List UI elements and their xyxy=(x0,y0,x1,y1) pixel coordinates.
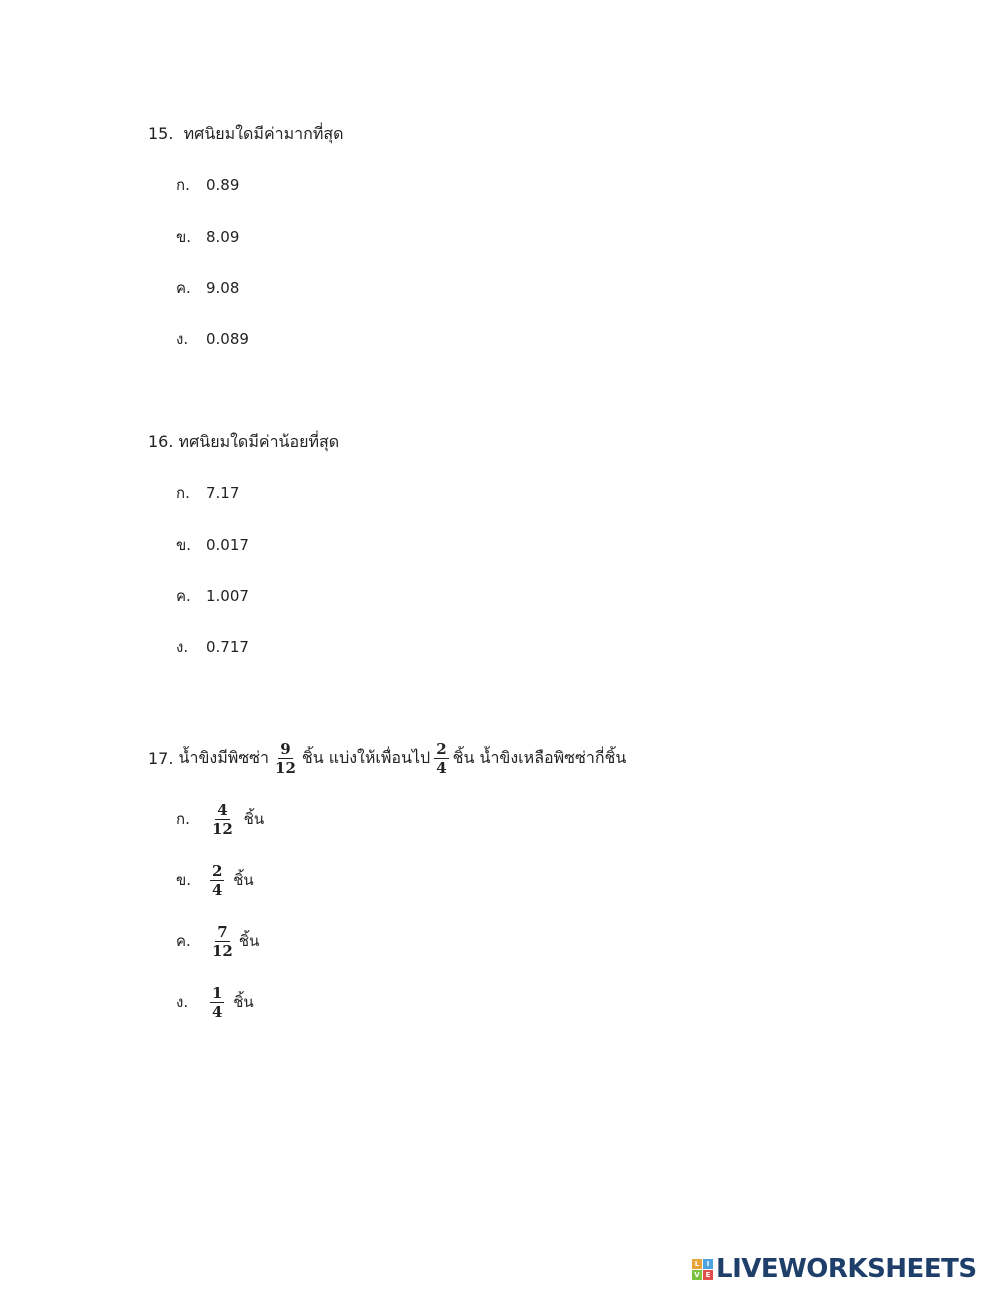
option-label: ง. xyxy=(176,330,189,348)
question-text-part2: ชิ้น แบ่งให้เพื่อนไป xyxy=(301,747,431,767)
fraction-denominator: 12 xyxy=(212,819,233,838)
option-value: 0.717 xyxy=(206,638,249,656)
fraction-numerator: 7 xyxy=(217,922,228,941)
option-15-d[interactable] xyxy=(176,327,249,351)
logo-mark-cell: E xyxy=(703,1270,713,1280)
logo-mark-cell: V xyxy=(692,1270,702,1280)
option-unit: ชิ้น xyxy=(233,993,254,1011)
option-label: ง. xyxy=(176,638,189,656)
option-label: ก. xyxy=(176,810,190,828)
question-number: 15. xyxy=(148,124,174,143)
option-label: ค. xyxy=(176,279,191,297)
fraction-numerator: 4 xyxy=(217,800,228,819)
option-value: 0.089 xyxy=(206,330,249,348)
logo-mark-cell: I xyxy=(703,1259,713,1269)
logo-text: LIVEWORKSHEETS xyxy=(716,1254,977,1284)
fraction xyxy=(434,740,448,777)
question-15 xyxy=(148,122,344,147)
fraction-numerator: 1 xyxy=(212,983,223,1002)
option-label: ข. xyxy=(176,536,192,554)
fraction-denominator: 12 xyxy=(275,758,296,777)
option-16-d[interactable] xyxy=(176,635,249,659)
option-17-d[interactable] xyxy=(176,978,254,1026)
option-value: 0.017 xyxy=(206,536,249,554)
question-text: ทศนิยมใดมีค่าน้อยที่สุด xyxy=(178,432,340,451)
option-value: 0.89 xyxy=(206,176,240,194)
option-label: ข. xyxy=(176,228,192,246)
option-17-b[interactable] xyxy=(176,856,254,904)
fraction-denominator: 4 xyxy=(436,758,447,777)
option-16-a[interactable] xyxy=(176,481,239,505)
liveworksheets-logo xyxy=(692,1254,977,1284)
question-number: 17. xyxy=(148,748,174,768)
option-unit: ชิ้น xyxy=(243,810,265,828)
option-label: ง. xyxy=(176,993,189,1011)
option-16-c[interactable] xyxy=(176,584,249,608)
fraction xyxy=(210,923,235,960)
option-label: ข. xyxy=(176,871,192,889)
fraction xyxy=(210,984,224,1021)
option-label: ค. xyxy=(176,932,191,950)
option-value: 7.17 xyxy=(206,484,240,502)
fraction xyxy=(210,801,235,838)
fraction-denominator: 4 xyxy=(212,880,223,899)
option-15-c[interactable] xyxy=(176,276,239,300)
option-label: ค. xyxy=(176,587,191,605)
option-16-b[interactable] xyxy=(176,533,249,557)
option-15-b[interactable] xyxy=(176,225,239,249)
logo-mark-icon xyxy=(692,1259,713,1280)
option-value: 9.08 xyxy=(206,279,240,297)
fraction-numerator: 2 xyxy=(436,739,447,758)
option-value: 8.09 xyxy=(206,228,240,246)
question-text: ทศนิยมใดมีค่ามากที่สุด xyxy=(183,124,344,143)
fraction-denominator: 12 xyxy=(212,941,233,960)
question-16 xyxy=(148,430,339,455)
option-unit: ชิ้น xyxy=(238,932,260,950)
option-17-c[interactable] xyxy=(176,917,259,965)
option-value: 1.007 xyxy=(206,587,249,605)
fraction xyxy=(210,862,224,899)
fraction-numerator: 9 xyxy=(280,739,291,758)
question-text-part3: ชิ้น น้ำขิงเหลือพิซซ่ากี่ชิ้น xyxy=(452,747,627,767)
option-label: ก. xyxy=(176,484,190,502)
question-number: 16. xyxy=(148,432,174,451)
option-unit: ชิ้น xyxy=(233,871,254,889)
option-15-a[interactable] xyxy=(176,173,239,197)
option-17-a[interactable] xyxy=(176,795,264,843)
logo-mark-cell: L xyxy=(692,1259,702,1269)
question-17 xyxy=(148,734,626,782)
fraction-numerator: 2 xyxy=(212,861,223,880)
fraction xyxy=(273,740,298,777)
question-text-part1: น้ำขิงมีพิซซ่า xyxy=(178,747,270,767)
option-label: ก. xyxy=(176,176,190,194)
fraction-denominator: 4 xyxy=(212,1002,223,1021)
